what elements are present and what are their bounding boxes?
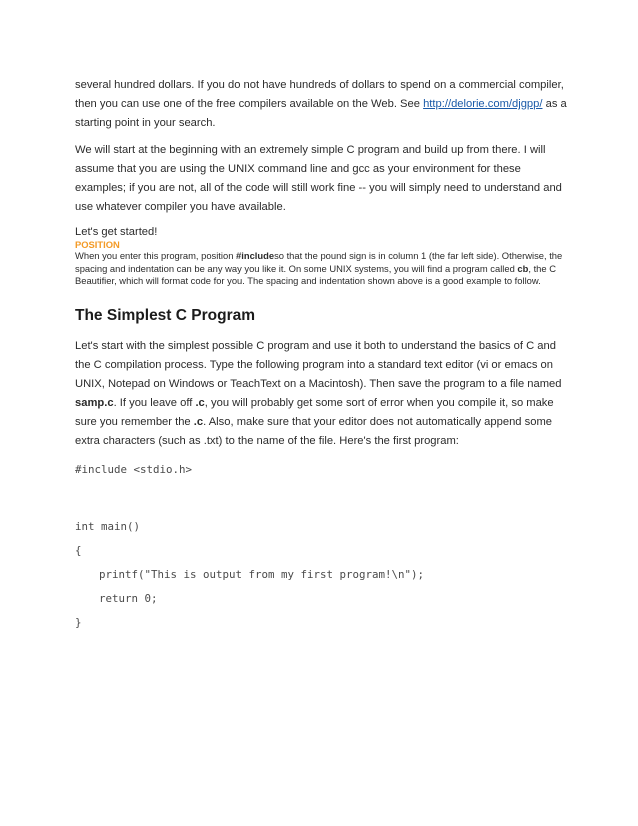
para3-text-3: , you will probably get some sort of error when you compile it, so make sure you remember the [75, 396, 554, 428]
code-block [75, 463, 570, 640]
code-line-printf: printf("This is output from my first program!\n"); [99, 567, 425, 581]
position-text-1: When you enter this program, position [75, 250, 237, 261]
position-text-2: so that the pound sign is in column 1 (the far left side). Otherwise, the spacing and indentation can be any way you like it. On some UNIX systems, you will find a program called [75, 250, 563, 274]
position-label: POSITION [75, 239, 120, 250]
position-bold-include: #include [236, 250, 275, 261]
intro-text-after-link: as a starting point in your search. [75, 98, 567, 129]
simplest-program-paragraph [75, 337, 570, 451]
para3-bold-c2: .c [193, 415, 204, 428]
code-blank-gap [75, 487, 570, 520]
intro-text-before-link: several hundred dollars. If you do not have hundreds of dollars to spend on a commercial compiler, then you can use one of the free compilers available on the Web. See [75, 79, 564, 110]
para3-text-1: Let's start with the simplest possible C program and use it both to understand the basics of C and the C compilation process. Type the following program into a standard text editor (vi or emacs on UNIX, Notepad on Windows or TeachText on a Macintosh). Then save the program to a file named [75, 339, 562, 390]
code-line-main: int main() [75, 519, 141, 533]
section-heading: The Simplest C Program [75, 306, 256, 324]
position-text-3: , the C Beautifier, which will format code for you. The spacing and indentation shown above is a good example to follow. [75, 262, 556, 286]
para3-bold-c1: .c [195, 396, 205, 409]
para3-bold-sampc: samp.c [75, 396, 114, 409]
start-paragraph: We will start at the beginning with an extremely simple C program and build up from there. I will assume that you are using the UNIX command line and gcc as your environment for these examples; if you are not, all of the code will still work fine -- you will simply need to understand and use whatever compiler you have available. [75, 144, 562, 213]
para3-text-2: . If you leave off [113, 396, 196, 409]
code-line-return: return 0; [99, 591, 158, 605]
djgpp-link[interactable]: http://delorie.com/djgpp/ [423, 98, 543, 110]
code-line-include: #include <stdio.h> [75, 462, 193, 476]
para3-text-4: . Also, make sure that your editor does not automatically append some extra characters (such as .txt) to the name of the file. Here's the first program: [75, 415, 552, 447]
position-note [75, 250, 570, 288]
code-line-open-brace: { [75, 543, 82, 557]
get-started-text: Let's get started! [75, 226, 158, 238]
code-line-close-brace: } [75, 615, 82, 629]
position-bold-cb: cb [517, 262, 529, 274]
intro-paragraph [75, 76, 570, 133]
document-page [75, 76, 570, 640]
